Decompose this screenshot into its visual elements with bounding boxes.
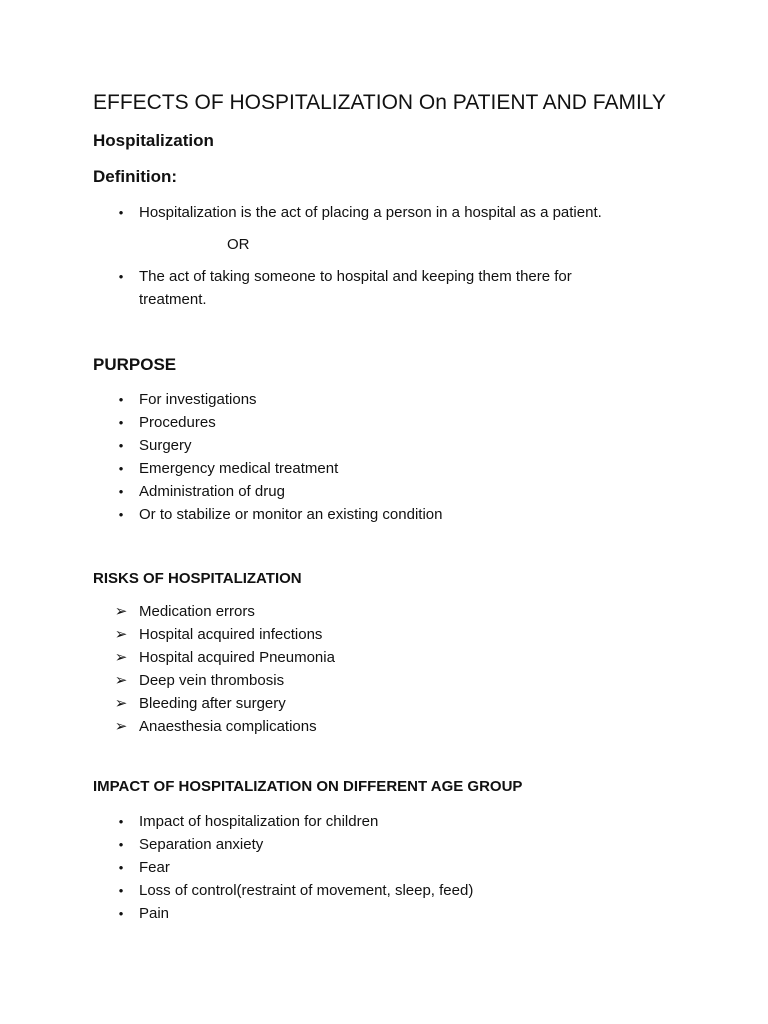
impact-item-text: Impact of hospitalization for children bbox=[139, 813, 379, 830]
risk-item-text: Hospital acquired infections bbox=[139, 626, 323, 643]
risk-item-text: Anaesthesia complications bbox=[139, 718, 317, 735]
list-item bbox=[0, 810, 473, 833]
arrow-bullet-icon: ➢ bbox=[114, 718, 128, 735]
impact-item-text: Pain bbox=[139, 905, 170, 922]
risks-list bbox=[0, 600, 335, 738]
list-item bbox=[0, 434, 442, 457]
bullet-icon: • bbox=[118, 860, 124, 875]
hospitalization-heading: Hospitalization bbox=[93, 131, 214, 150]
bullet-icon: • bbox=[118, 814, 124, 829]
list-item bbox=[0, 646, 335, 669]
list-item bbox=[0, 503, 442, 526]
document-title: EFFECTS OF HOSPITALIZATION On PATIENT AND FAMILY bbox=[93, 91, 666, 114]
bullet-icon: • bbox=[118, 883, 124, 898]
purpose-item-text: Emergency medical treatment bbox=[139, 460, 339, 477]
list-item bbox=[0, 457, 442, 480]
bullet-icon: • bbox=[118, 906, 124, 921]
list-item bbox=[0, 265, 639, 311]
risk-item-text: Bleeding after surgery bbox=[139, 695, 286, 712]
list-item bbox=[0, 902, 473, 925]
purpose-item-text: Surgery bbox=[139, 437, 192, 454]
impact-list bbox=[0, 810, 473, 925]
list-item bbox=[0, 623, 335, 646]
definition-heading: Definition: bbox=[93, 167, 178, 186]
list-item bbox=[0, 669, 335, 692]
purpose-item-text: For investigations bbox=[139, 391, 257, 408]
list-item bbox=[0, 692, 335, 715]
bullet-icon: • bbox=[118, 205, 124, 220]
risks-heading: RISKS OF HOSPITALIZATION bbox=[93, 570, 302, 587]
impact-item-text: Loss of control(restraint of movement, sleep, feed) bbox=[139, 882, 474, 899]
definition-list bbox=[0, 201, 602, 224]
bullet-icon: • bbox=[118, 392, 124, 407]
purpose-list bbox=[0, 388, 442, 526]
bullet-icon: • bbox=[118, 461, 124, 476]
list-item bbox=[0, 879, 473, 902]
impact-item-text: Fear bbox=[139, 859, 170, 876]
definition-text: The act of taking someone to hospital and keeping them there for treatment. bbox=[139, 268, 572, 308]
list-item bbox=[0, 411, 442, 434]
or-separator: OR bbox=[227, 236, 250, 253]
list-item bbox=[0, 715, 335, 738]
purpose-heading: PURPOSE bbox=[93, 355, 177, 374]
bullet-icon: • bbox=[118, 415, 124, 430]
list-item bbox=[0, 201, 602, 224]
bullet-icon: • bbox=[118, 484, 124, 499]
bullet-icon: • bbox=[118, 269, 124, 284]
arrow-bullet-icon: ➢ bbox=[114, 626, 128, 643]
purpose-item-text: Administration of drug bbox=[139, 483, 285, 500]
list-item bbox=[0, 480, 442, 503]
risk-item-text: Deep vein thrombosis bbox=[139, 672, 285, 689]
purpose-item-text: Procedures bbox=[139, 414, 216, 431]
arrow-bullet-icon: ➢ bbox=[114, 695, 128, 712]
impact-item-text: Separation anxiety bbox=[139, 836, 264, 853]
list-item bbox=[0, 833, 473, 856]
arrow-bullet-icon: ➢ bbox=[114, 603, 128, 620]
purpose-item-text: Or to stabilize or monitor an existing condition bbox=[139, 506, 443, 523]
bullet-icon: • bbox=[118, 507, 124, 522]
list-item bbox=[0, 388, 442, 411]
definition-list-2 bbox=[0, 265, 639, 311]
bullet-icon: • bbox=[118, 438, 124, 453]
risk-item-text: Medication errors bbox=[139, 603, 255, 620]
risk-item-text: Hospital acquired Pneumonia bbox=[139, 649, 335, 666]
list-item bbox=[0, 856, 473, 879]
list-item bbox=[0, 600, 335, 623]
bullet-icon: • bbox=[118, 837, 124, 852]
arrow-bullet-icon: ➢ bbox=[114, 649, 128, 666]
impact-heading: IMPACT OF HOSPITALIZATION ON DIFFERENT AGE GROUP bbox=[93, 778, 523, 795]
arrow-bullet-icon: ➢ bbox=[114, 672, 128, 689]
definition-text: Hospitalization is the act of placing a person in a hospital as a patient. bbox=[139, 204, 602, 221]
